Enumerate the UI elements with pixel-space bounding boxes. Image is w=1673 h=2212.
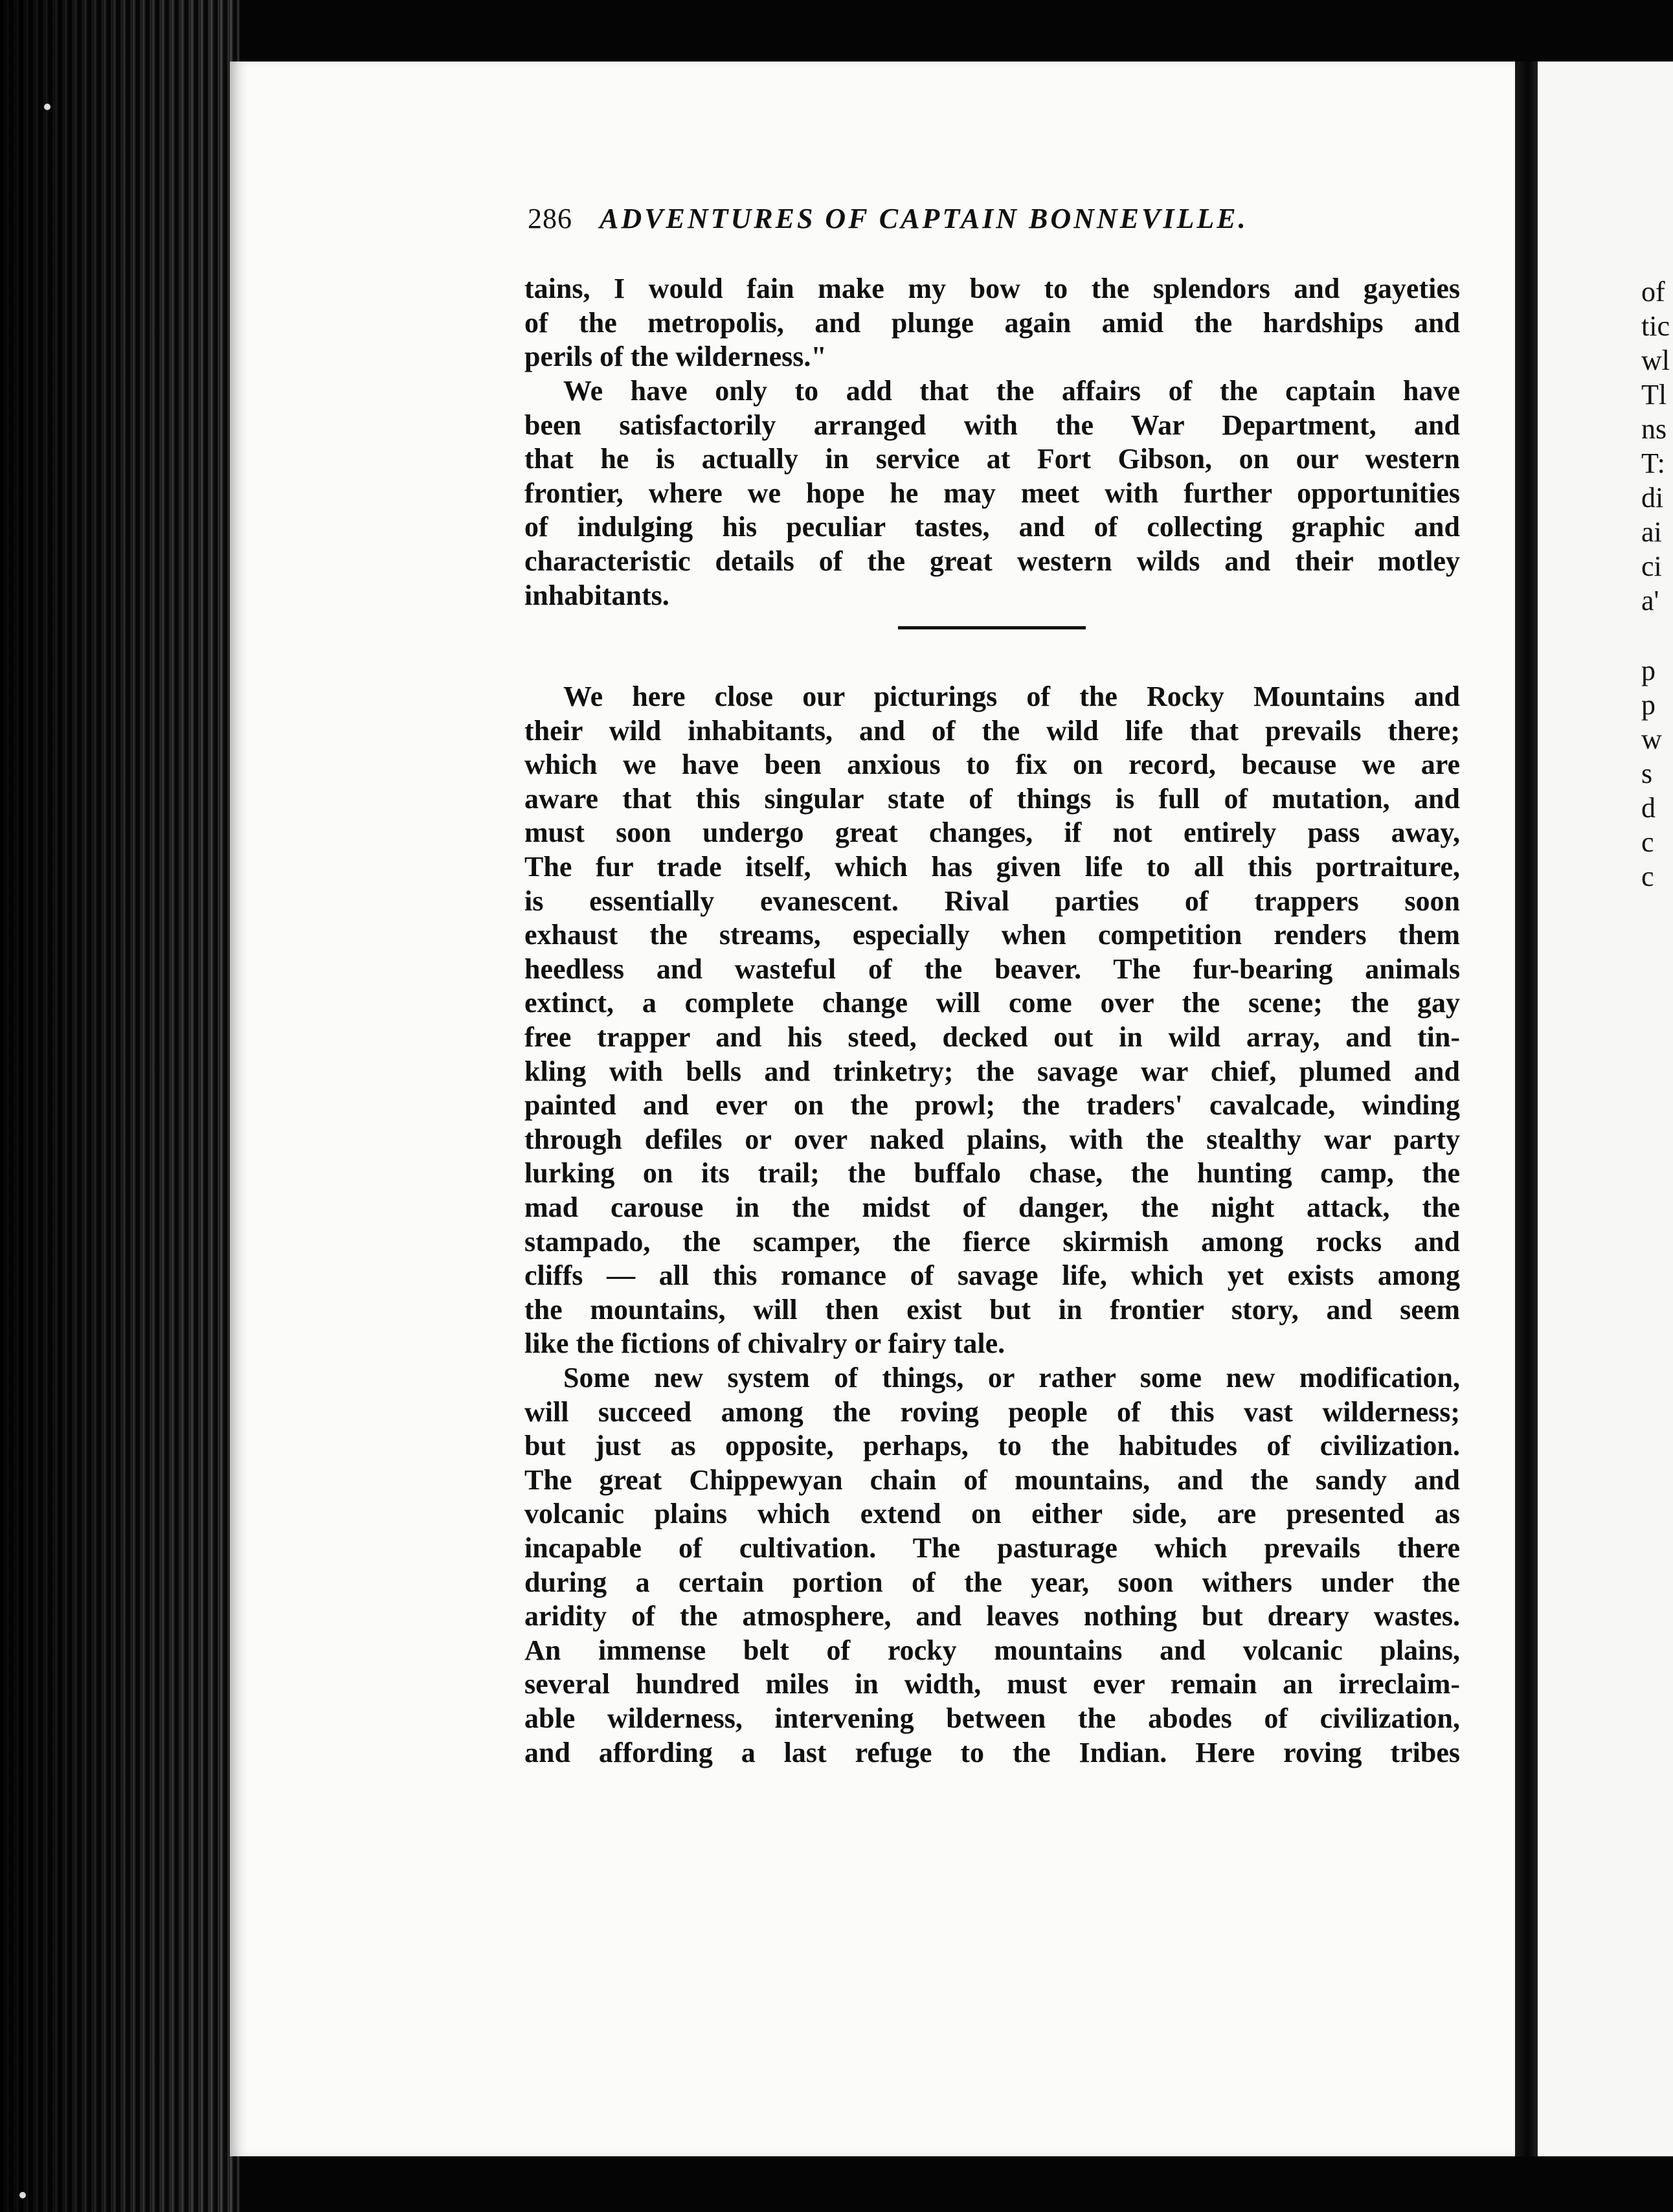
- text-line: like the fictions of chivalry or fairy tale.: [524, 1327, 1005, 1360]
- text-line: the mountains, will then exist but in frontier story, and seem: [524, 1293, 1460, 1326]
- text-line: perils of the wilderness.": [524, 341, 827, 373]
- text-line: aware that this singular state of things is full of mutation, and: [524, 782, 1460, 815]
- running-header: [528, 202, 1248, 235]
- text-line: mad carouse in the midst of danger, the night attack, the: [524, 1191, 1460, 1223]
- text-line: but just as opposite, perhaps, to the habitudes of civilization.: [524, 1430, 1460, 1462]
- paragraph-new-system: [524, 1361, 1460, 1770]
- text-line: frontier, where we hope he may meet with further opportunities: [524, 477, 1460, 509]
- text-line: heedless and wasteful of the beaver. The fur-bearing animals: [524, 953, 1460, 985]
- running-title: ADVENTURES OF CAPTAIN BONNEVILLE.: [600, 203, 1248, 234]
- text-line: of indulging his peculiar tastes, and of collecting graphic and: [524, 511, 1460, 543]
- right-page-fragment: Tl: [1641, 379, 1667, 411]
- text-line: aridity of the atmosphere, and leaves nothing but dreary wastes.: [524, 1600, 1460, 1632]
- right-page-fragment: p: [1641, 689, 1656, 721]
- page-number: 286: [528, 203, 572, 234]
- edge-shadow: [0, 0, 240, 2212]
- text-line: tains, I would fain make my bow to the splendors and gayeties: [524, 273, 1460, 304]
- right-page-fragment: c: [1641, 826, 1654, 858]
- adjacent-page-slice: [1538, 62, 1673, 2156]
- text-line: inhabitants.: [524, 579, 669, 611]
- right-page-fragment: of: [1641, 276, 1665, 308]
- text-line: of the metropolis, and plunge again amid the hardships and: [524, 306, 1460, 339]
- right-page-fragment: d: [1641, 792, 1656, 824]
- right-page-fragment: c: [1641, 861, 1654, 892]
- text-line: been satisfactorily arranged with the War Department, and: [524, 409, 1460, 441]
- text-line: during a certain portion of the year, soon withers under the: [524, 1566, 1460, 1598]
- right-page-fragment: wl: [1641, 344, 1670, 376]
- text-line: exhaust the streams, especially when competition renders them: [524, 919, 1460, 951]
- text-line: free trapper and his steed, decked out in wild array, and tin-: [524, 1021, 1460, 1053]
- scan-speck: [19, 2192, 26, 2198]
- right-page-fragment: ns: [1641, 413, 1667, 445]
- text-line: volcanic plains which extend on either side, are presented as: [524, 1498, 1460, 1530]
- text-line: An immense belt of rocky mountains and volcanic plains,: [524, 1634, 1460, 1666]
- text-line: painted and ever on the prowl; the traders' cavalcade, winding: [524, 1089, 1460, 1122]
- text-line: incapable of cultivation. The pasturage which prevails there: [524, 1531, 1460, 1564]
- text-line: able wilderness, intervening between the abodes of civilization,: [524, 1702, 1460, 1734]
- text-line: cliffs — all this romance of savage life, which yet exists among: [524, 1259, 1460, 1292]
- right-page-fragment: di: [1641, 482, 1664, 514]
- text-line: several hundred miles in width, must ever remain an irreclaim-: [524, 1668, 1460, 1700]
- text-line: and affording a last refuge to the Indian. Here roving tribes: [524, 1736, 1460, 1768]
- text-line: through defiles or over naked plains, with the stealthy war party: [524, 1123, 1460, 1155]
- book-gutter: [1515, 62, 1541, 2156]
- right-page-fragment: p: [1641, 655, 1656, 686]
- text-line: is essentially evanescent. Rival parties of trappers soon: [524, 885, 1460, 917]
- right-page-fragment: s: [1641, 758, 1653, 789]
- text-line: that he is actually in service at Fort Gibson, on our western: [524, 443, 1460, 475]
- paragraph-continuation: [524, 272, 1460, 374]
- text-line: must soon undergo great changes, if not entirely pass away,: [524, 817, 1460, 849]
- text-line: which we have been anxious to fix on record, because we are: [524, 749, 1460, 781]
- section-divider-rule: [898, 626, 1086, 629]
- paragraph-closing-picturings: [524, 680, 1460, 1361]
- text-line: We have only to add that the affairs of the captain have: [563, 375, 1460, 407]
- text-line: extinct, a complete change will come over the scene; the gay: [524, 987, 1460, 1019]
- text-line: will succeed among the roving people of this vast wilderness;: [524, 1395, 1460, 1428]
- scan-speck: [44, 104, 51, 110]
- right-page-fragment: ai: [1641, 516, 1662, 548]
- text-line: lurking on its trail; the buffalo chase, the hunting camp, the: [524, 1157, 1460, 1190]
- right-page-fragment: a': [1641, 585, 1659, 616]
- text-line: kling with bells and trinketry; the savage war chief, plumed and: [524, 1055, 1460, 1087]
- text-line: Some new system of things, or rather some new modification,: [563, 1362, 1460, 1394]
- text-line: The great Chippewyan chain of mountains, and the sandy and: [524, 1463, 1460, 1496]
- text-line: their wild inhabitants, and of the wild life that prevails there;: [524, 714, 1460, 747]
- right-page-fragment: ci: [1641, 550, 1662, 582]
- right-page-fragment: w: [1641, 723, 1662, 755]
- right-page-fragment: tic: [1641, 310, 1670, 342]
- text-line: characteristic details of the great western wilds and their motley: [524, 545, 1460, 577]
- right-page-fragment: T:: [1641, 447, 1665, 479]
- text-line: The fur trade itself, which has given life to all this portraiture,: [524, 850, 1460, 883]
- text-line: stampado, the scamper, the fierce skirmish among rocks and: [524, 1225, 1460, 1258]
- paragraph-captain-affairs: [524, 374, 1460, 613]
- text-line: We here close our picturings of the Rocky Mountains and: [563, 681, 1460, 712]
